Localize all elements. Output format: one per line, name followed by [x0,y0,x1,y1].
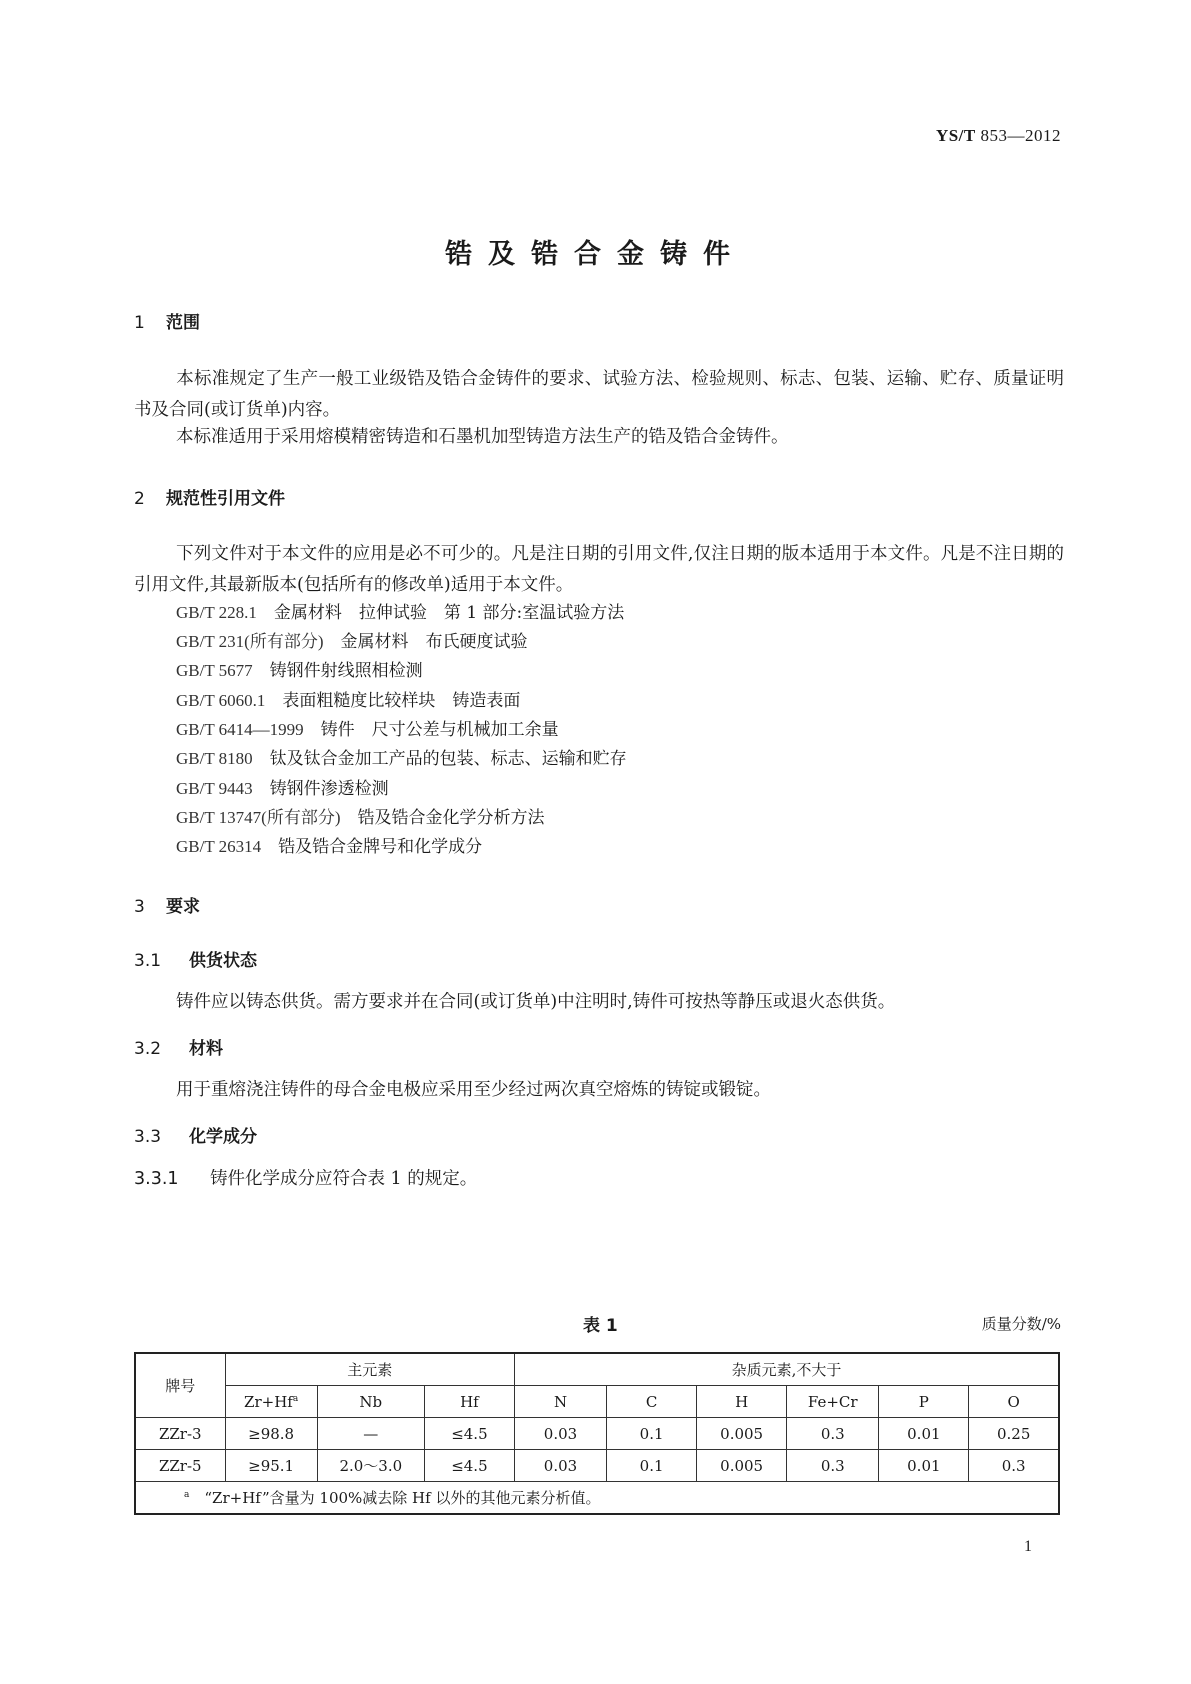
table-header-cell: 主元素 [225,1353,514,1386]
table-header-cell: 杂质元素,不大于 [514,1353,1059,1386]
section-1-paragraph-1: 本标准规定了生产一般工业级锆及锆合金铸件的要求、试验方法、检验规则、标志、包装、运输、贮存、质量证明书及合同(或订货单)内容。 [134,369,1064,420]
standard-code-prefix: YS/T [935,126,976,145]
section-title: 规范性引用文件 [166,489,285,509]
footnote-marker: a [184,1490,190,1500]
table-cell: 0.005 [697,1450,787,1482]
table-caption: 表 1 [583,1316,618,1336]
table-cell: 0.01 [879,1450,969,1482]
table-header-cell: N [514,1386,606,1418]
table-cell: 0.03 [514,1418,606,1450]
table-header-row [135,1353,1059,1386]
table-header-cell: C [607,1386,697,1418]
table-cell: 0.3 [787,1418,879,1450]
table-header-cell: $Zr+Hf^a$ [225,1386,317,1418]
section-title: 化学成分 [189,1127,257,1147]
section-title: 供货状态 [189,951,257,971]
table-cell: 0.1 [607,1450,697,1482]
section-3-heading [134,892,200,917]
table-header-cell: H [697,1386,787,1418]
section-number: 3.3.1 [134,1169,179,1189]
table-cell: 0.25 [969,1418,1059,1450]
normative-reference: GB/T 13747(所有部分) 锆及锆合金化学分析方法 [176,808,545,828]
table-cell: 0.03 [514,1450,606,1482]
section-1-heading [134,308,200,333]
section-3-2-paragraph: 用于重熔浇注铸件的母合金电极应采用至少经过两次真空熔炼的铸锭或锻锭。 [176,1080,771,1100]
table-unit: 质量分数/% [981,1315,1061,1333]
table-cell: 0.3 [969,1450,1059,1482]
table-header-cell: P [879,1386,969,1418]
table-header-row [135,1386,1059,1418]
table-cell: 0.1 [607,1418,697,1450]
table-cell: 0.3 [787,1450,879,1482]
table-cell: ZZr-5 [135,1450,225,1482]
table-header-cell: Fe+Cr [787,1386,879,1418]
section-3-3-1: 3.3.1 铸件化学成分应符合表 1 的规定。 [134,1169,478,1189]
section-3-1-paragraph: 铸件应以铸态供货。需方要求并在合同(或订货单)中注明时,铸件可按热等静压或退火态供货。 [176,992,896,1012]
normative-reference: GB/T 26314 锆及锆合金牌号和化学成分 [176,837,483,857]
section-3-3-heading [134,1122,257,1147]
table-cell: 2.0～3.0 [317,1450,424,1482]
section-number: 3.1 [134,951,162,971]
normative-reference: GB/T 9443 铸钢件渗透检测 [176,779,389,799]
section-title: 要求 [166,897,200,917]
section-title: 范围 [166,313,200,333]
table-cell: ≥95.1 [225,1450,317,1482]
section-2-paragraph-1: 下列文件对于本文件的应用是必不可少的。凡是注日期的引用文件,仅注日期的版本适用于本文件。凡是不注日期的引用文件,其最新版本(包括所有的修改单)适用于本文件。 [134,544,1064,595]
page-number: 1 [1024,1538,1032,1555]
normative-reference: GB/T 8180 钛及钛合金加工产品的包装、标志、运输和贮存 [176,749,627,769]
normative-reference: GB/T 6060.1 表面粗糙度比较样块 铸造表面 [176,691,521,711]
table-header-cell: O [969,1386,1059,1418]
section-3-2-heading [134,1034,223,1059]
normative-reference: GB/T 231(所有部分) 金属材料 布氏硬度试验 [176,632,528,652]
table-cell: ZZr-3 [135,1418,225,1450]
table-header-cell: Nb [317,1386,424,1418]
table-header-cell: Hf [424,1386,514,1418]
table-row [135,1450,1059,1482]
section-1-paragraph-2: 本标准适用于采用熔模精密铸造和石墨机加型铸造方法生产的锆及锆合金铸件。 [176,427,789,447]
table-header-cell: 牌号 [135,1353,225,1418]
normative-reference: GB/T 5677 铸钢件射线照相检测 [176,661,423,681]
table-cell: 0.005 [697,1418,787,1450]
table-cell: ≤4.5 [424,1418,514,1450]
standard-code-number: 853—2012 [980,126,1061,145]
section-number: 3.3 [134,1127,162,1147]
document-title: 锆及锆合金铸件 [445,239,746,270]
table-cell: — [317,1418,424,1450]
chemical-composition-table [134,1352,1060,1515]
section-number: 3.2 [134,1039,162,1059]
section-2-heading [134,484,285,509]
table-footnote-row [135,1482,1059,1515]
normative-reference: GB/T 6414—1999 铸件 尺寸公差与机械加工余量 [176,720,559,740]
normative-reference: GB/T 228.1 金属材料 拉伸试验 第 1 部分:室温试验方法 [176,603,625,623]
table-footnote: $^a$ “Zr+Hf”含量为 100%减去除 Hf 以外的其他元素分析值。 [135,1482,1059,1515]
section-number: 3 [134,897,145,917]
section-title: 材料 [189,1039,223,1059]
table-cell: 0.01 [879,1418,969,1450]
section-number: 2 [134,489,145,509]
section-3-1-heading [134,946,257,971]
standard-code [936,126,1061,146]
table-row [135,1418,1059,1450]
section-number: 1 [134,313,145,333]
footnote-marker: a [292,1393,299,1404]
table-cell: ≤4.5 [424,1450,514,1482]
table-cell: ≥98.8 [225,1418,317,1450]
